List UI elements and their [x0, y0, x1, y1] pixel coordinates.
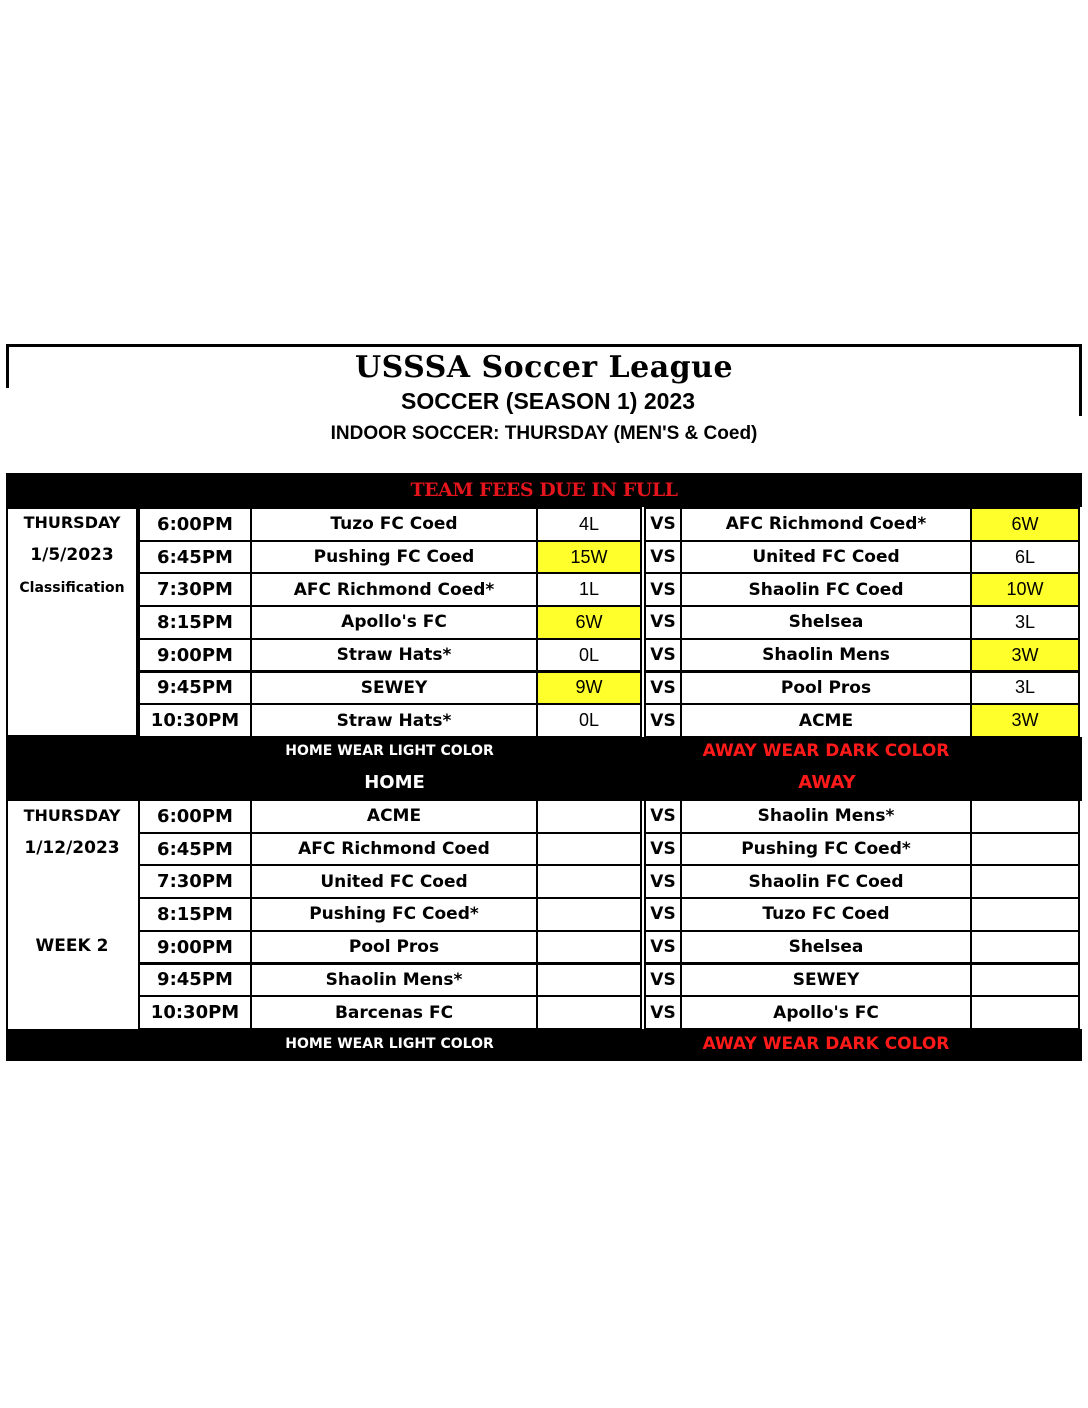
away-team: Pool Pros: [680, 671, 972, 706]
vs-label: VS: [644, 897, 682, 932]
game-time: 6:45PM: [138, 832, 252, 867]
home-team: ACME: [250, 799, 538, 834]
away-score: 3W: [970, 638, 1080, 673]
game-time: 8:15PM: [138, 897, 252, 932]
week2-home-wear: HOME WEAR LIGHT COLOR: [285, 1036, 494, 1052]
week2-day: THURSDAY: [23, 806, 121, 825]
away-score: [970, 963, 1080, 998]
game-time: 7:30PM: [138, 572, 252, 607]
away-team: Shaolin Mens: [680, 638, 972, 673]
week1-note: Classification: [19, 580, 125, 596]
vs-label: VS: [644, 799, 682, 834]
game-time: 9:45PM: [138, 963, 252, 998]
game-time: 9:45PM: [138, 671, 252, 706]
vs-label: VS: [644, 995, 682, 1030]
week1-home-wear: HOME WEAR LIGHT COLOR: [285, 743, 494, 759]
home-team: SEWEY: [250, 671, 538, 706]
vs-label: VS: [644, 540, 682, 575]
away-team: AFC Richmond Coed*: [680, 507, 972, 542]
week2-footer-bar: [6, 1029, 1082, 1061]
away-score: [970, 832, 1080, 867]
season-title: SOCCER (SEASON 1) 2023: [401, 388, 695, 414]
league-title: USSSA Soccer League: [354, 350, 734, 385]
game-time: 8:15PM: [138, 605, 252, 640]
home-team: Barcenas FC: [250, 995, 538, 1030]
home-score: 1L: [536, 572, 642, 607]
vs-label: VS: [644, 832, 682, 867]
week1-footer-bar: [6, 737, 1082, 801]
away-score: [970, 864, 1080, 899]
away-team: Shaolin FC Coed: [680, 572, 972, 607]
away-score: [970, 897, 1080, 932]
game-time: 10:30PM: [138, 703, 252, 738]
home-score: 4L: [536, 507, 642, 542]
home-score: 15W: [536, 540, 642, 575]
home-score: [536, 930, 642, 965]
home-score: 0L: [536, 638, 642, 673]
home-team: AFC Richmond Coed: [250, 832, 538, 867]
vs-label: VS: [644, 572, 682, 607]
vs-label: VS: [644, 703, 682, 738]
away-score: [970, 995, 1080, 1030]
week1-day-box: [6, 507, 138, 737]
away-team: Shelsea: [680, 605, 972, 640]
away-team: Shaolin Mens*: [680, 799, 972, 834]
vs-label: VS: [644, 930, 682, 965]
fees-banner-text: TEAM FEES DUE IN FULL: [410, 479, 678, 501]
away-score: 3W: [970, 703, 1080, 738]
game-time: 6:00PM: [138, 507, 252, 542]
vs-label: VS: [644, 605, 682, 640]
home-score: [536, 832, 642, 867]
home-score: 9W: [536, 671, 642, 706]
vs-label: VS: [644, 963, 682, 998]
home-score: [536, 864, 642, 899]
away-score: [970, 930, 1080, 965]
home-score: 0L: [536, 703, 642, 738]
away-score: [970, 799, 1080, 834]
game-time: 10:30PM: [138, 995, 252, 1030]
fees-banner: [6, 473, 1082, 507]
week1-date: 1/5/2023: [30, 545, 114, 565]
home-team: Straw Hats*: [250, 703, 538, 738]
home-label: HOME: [364, 772, 425, 793]
schedule-subtitle: INDOOR SOCCER: THURSDAY (MEN'S & Coed): [330, 423, 758, 444]
week2-day-box: [6, 801, 138, 1031]
home-team: Tuzo FC Coed: [250, 507, 538, 542]
week2-date: 1/12/2023: [24, 838, 120, 858]
home-team: AFC Richmond Coed*: [250, 572, 538, 607]
away-score: 3L: [970, 605, 1080, 640]
home-team: United FC Coed: [250, 864, 538, 899]
away-team: SEWEY: [680, 963, 972, 998]
week1-away-wear: AWAY WEAR DARK COLOR: [702, 741, 950, 761]
away-score: 6L: [970, 540, 1080, 575]
away-team: Pushing FC Coed*: [680, 832, 972, 867]
away-team: ACME: [680, 703, 972, 738]
home-score: [536, 963, 642, 998]
away-score: 6W: [970, 507, 1080, 542]
home-team: Pushing FC Coed*: [250, 897, 538, 932]
vs-label: VS: [644, 864, 682, 899]
away-team: Shelsea: [680, 930, 972, 965]
vs-label: VS: [644, 638, 682, 673]
away-team: Tuzo FC Coed: [680, 897, 972, 932]
home-score: [536, 897, 642, 932]
home-team: Straw Hats*: [250, 638, 538, 673]
header-top-rule: [6, 344, 1080, 347]
home-score: [536, 799, 642, 834]
away-score: 3L: [970, 671, 1080, 706]
game-time: 9:00PM: [138, 930, 252, 965]
home-score: 6W: [536, 605, 642, 640]
away-team: United FC Coed: [680, 540, 972, 575]
game-time: 6:45PM: [138, 540, 252, 575]
game-time: 9:00PM: [138, 638, 252, 673]
home-team: Pushing FC Coed: [250, 540, 538, 575]
away-team: Apollo's FC: [680, 995, 972, 1030]
vs-label: VS: [644, 671, 682, 706]
home-team: Apollo's FC: [250, 605, 538, 640]
home-team: Pool Pros: [250, 930, 538, 965]
away-team: Shaolin FC Coed: [680, 864, 972, 899]
game-time: 6:00PM: [138, 799, 252, 834]
away-score: 10W: [970, 572, 1080, 607]
game-time: 7:30PM: [138, 864, 252, 899]
vs-label: VS: [644, 507, 682, 542]
week2-week: WEEK 2: [35, 936, 109, 956]
home-score: [536, 995, 642, 1030]
week1-day: THURSDAY: [23, 513, 121, 532]
home-team: Shaolin Mens*: [250, 963, 538, 998]
week2-away-wear: AWAY WEAR DARK COLOR: [702, 1034, 950, 1054]
away-label: AWAY: [798, 772, 856, 793]
